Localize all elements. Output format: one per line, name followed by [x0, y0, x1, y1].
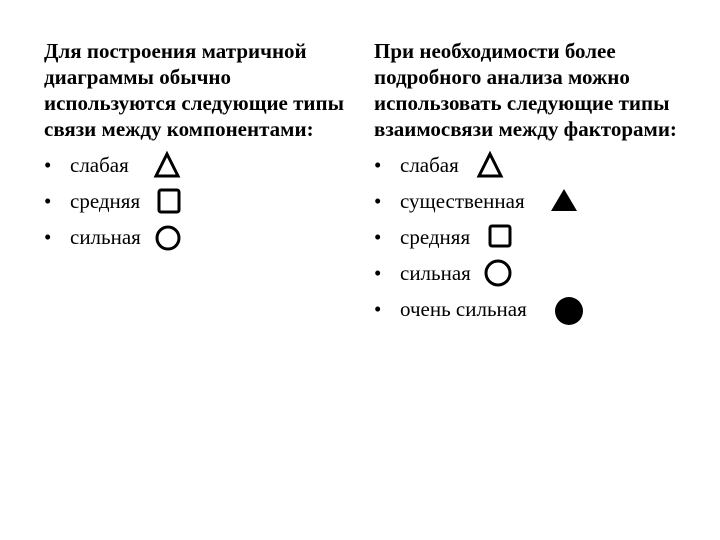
relation-type-label: существенная	[400, 189, 525, 213]
bullet: •	[44, 153, 52, 177]
relation-type-label: слабая	[400, 153, 459, 177]
bullet: •	[374, 189, 382, 213]
left-heading: Для построения матричной диаграммы обычно используются следующие типы связи между компонентами:	[44, 39, 345, 141]
relation-type-label: очень сильная	[400, 297, 527, 321]
triangle-outline-icon	[149, 147, 185, 183]
right-column	[374, 38, 704, 327]
link-type-label: слабая	[70, 153, 129, 177]
triangle-filled-icon	[546, 183, 582, 219]
relation-type-label: средняя	[400, 225, 471, 249]
list-item	[374, 291, 704, 327]
list-item	[44, 219, 354, 255]
bullet: •	[374, 225, 382, 249]
right-heading: При необходимости более подробного анализа можно использовать следующие типы взаимосвязи между факторами:	[374, 39, 677, 141]
link-type-label: сильная	[70, 225, 141, 249]
square-outline-icon	[482, 219, 518, 255]
list-item	[374, 255, 704, 291]
right-list	[374, 147, 704, 327]
left-list	[44, 147, 354, 255]
bullet: •	[44, 225, 52, 249]
left-column	[44, 38, 354, 255]
circle-filled-icon	[550, 291, 586, 327]
bullet: •	[374, 261, 382, 285]
list-item	[374, 147, 704, 183]
bullet: •	[374, 153, 382, 177]
square-outline-icon	[151, 183, 187, 219]
relation-type-label: сильная	[400, 261, 471, 285]
list-item	[374, 183, 704, 219]
list-item	[374, 219, 704, 255]
circle-outline-icon	[150, 219, 186, 255]
bullet: •	[44, 189, 52, 213]
circle-outline-icon	[480, 255, 516, 291]
list-item	[44, 183, 354, 219]
bullet: •	[374, 297, 382, 321]
list-item	[44, 147, 354, 183]
triangle-outline-icon	[472, 147, 508, 183]
link-type-label: средняя	[70, 189, 141, 213]
